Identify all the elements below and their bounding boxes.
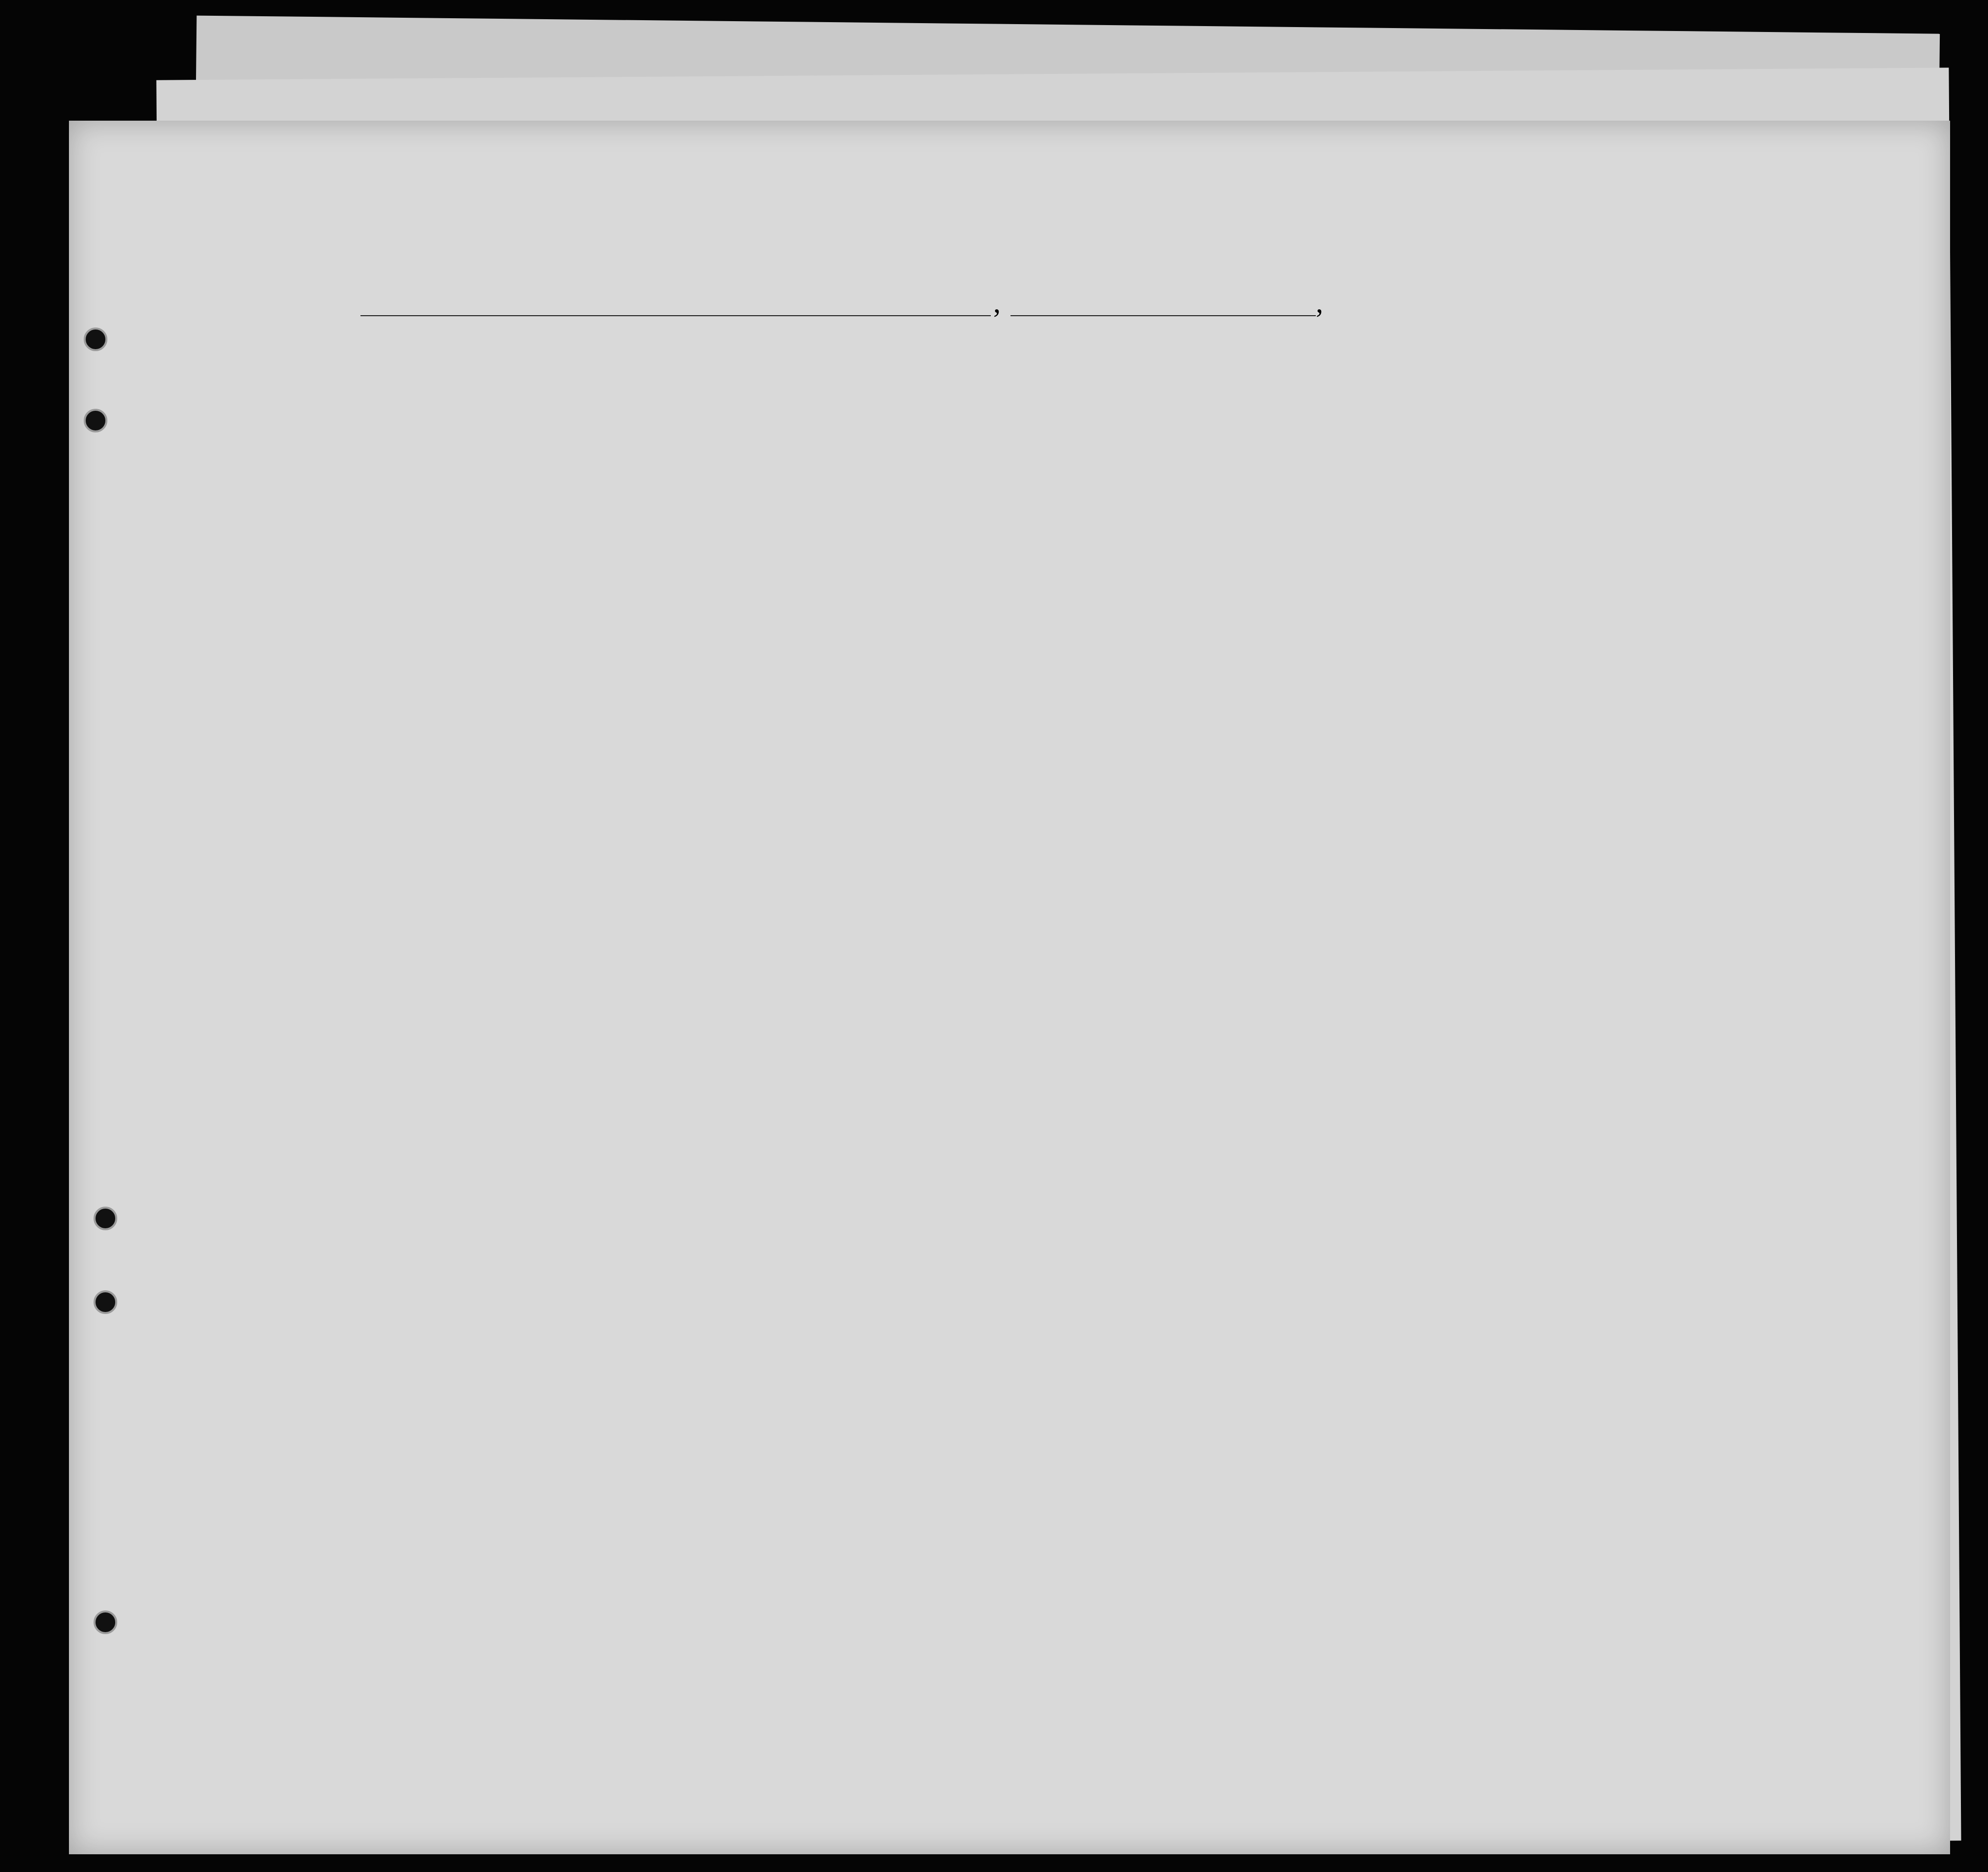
arrival-line: , , bbox=[129, 286, 1631, 320]
binder-hole bbox=[84, 409, 107, 432]
binder-hole bbox=[94, 1290, 117, 1314]
binder-hole bbox=[94, 1207, 117, 1230]
binder-hole bbox=[94, 1610, 117, 1634]
binder-hole bbox=[84, 328, 107, 351]
manifest-sheet bbox=[69, 121, 1950, 1854]
